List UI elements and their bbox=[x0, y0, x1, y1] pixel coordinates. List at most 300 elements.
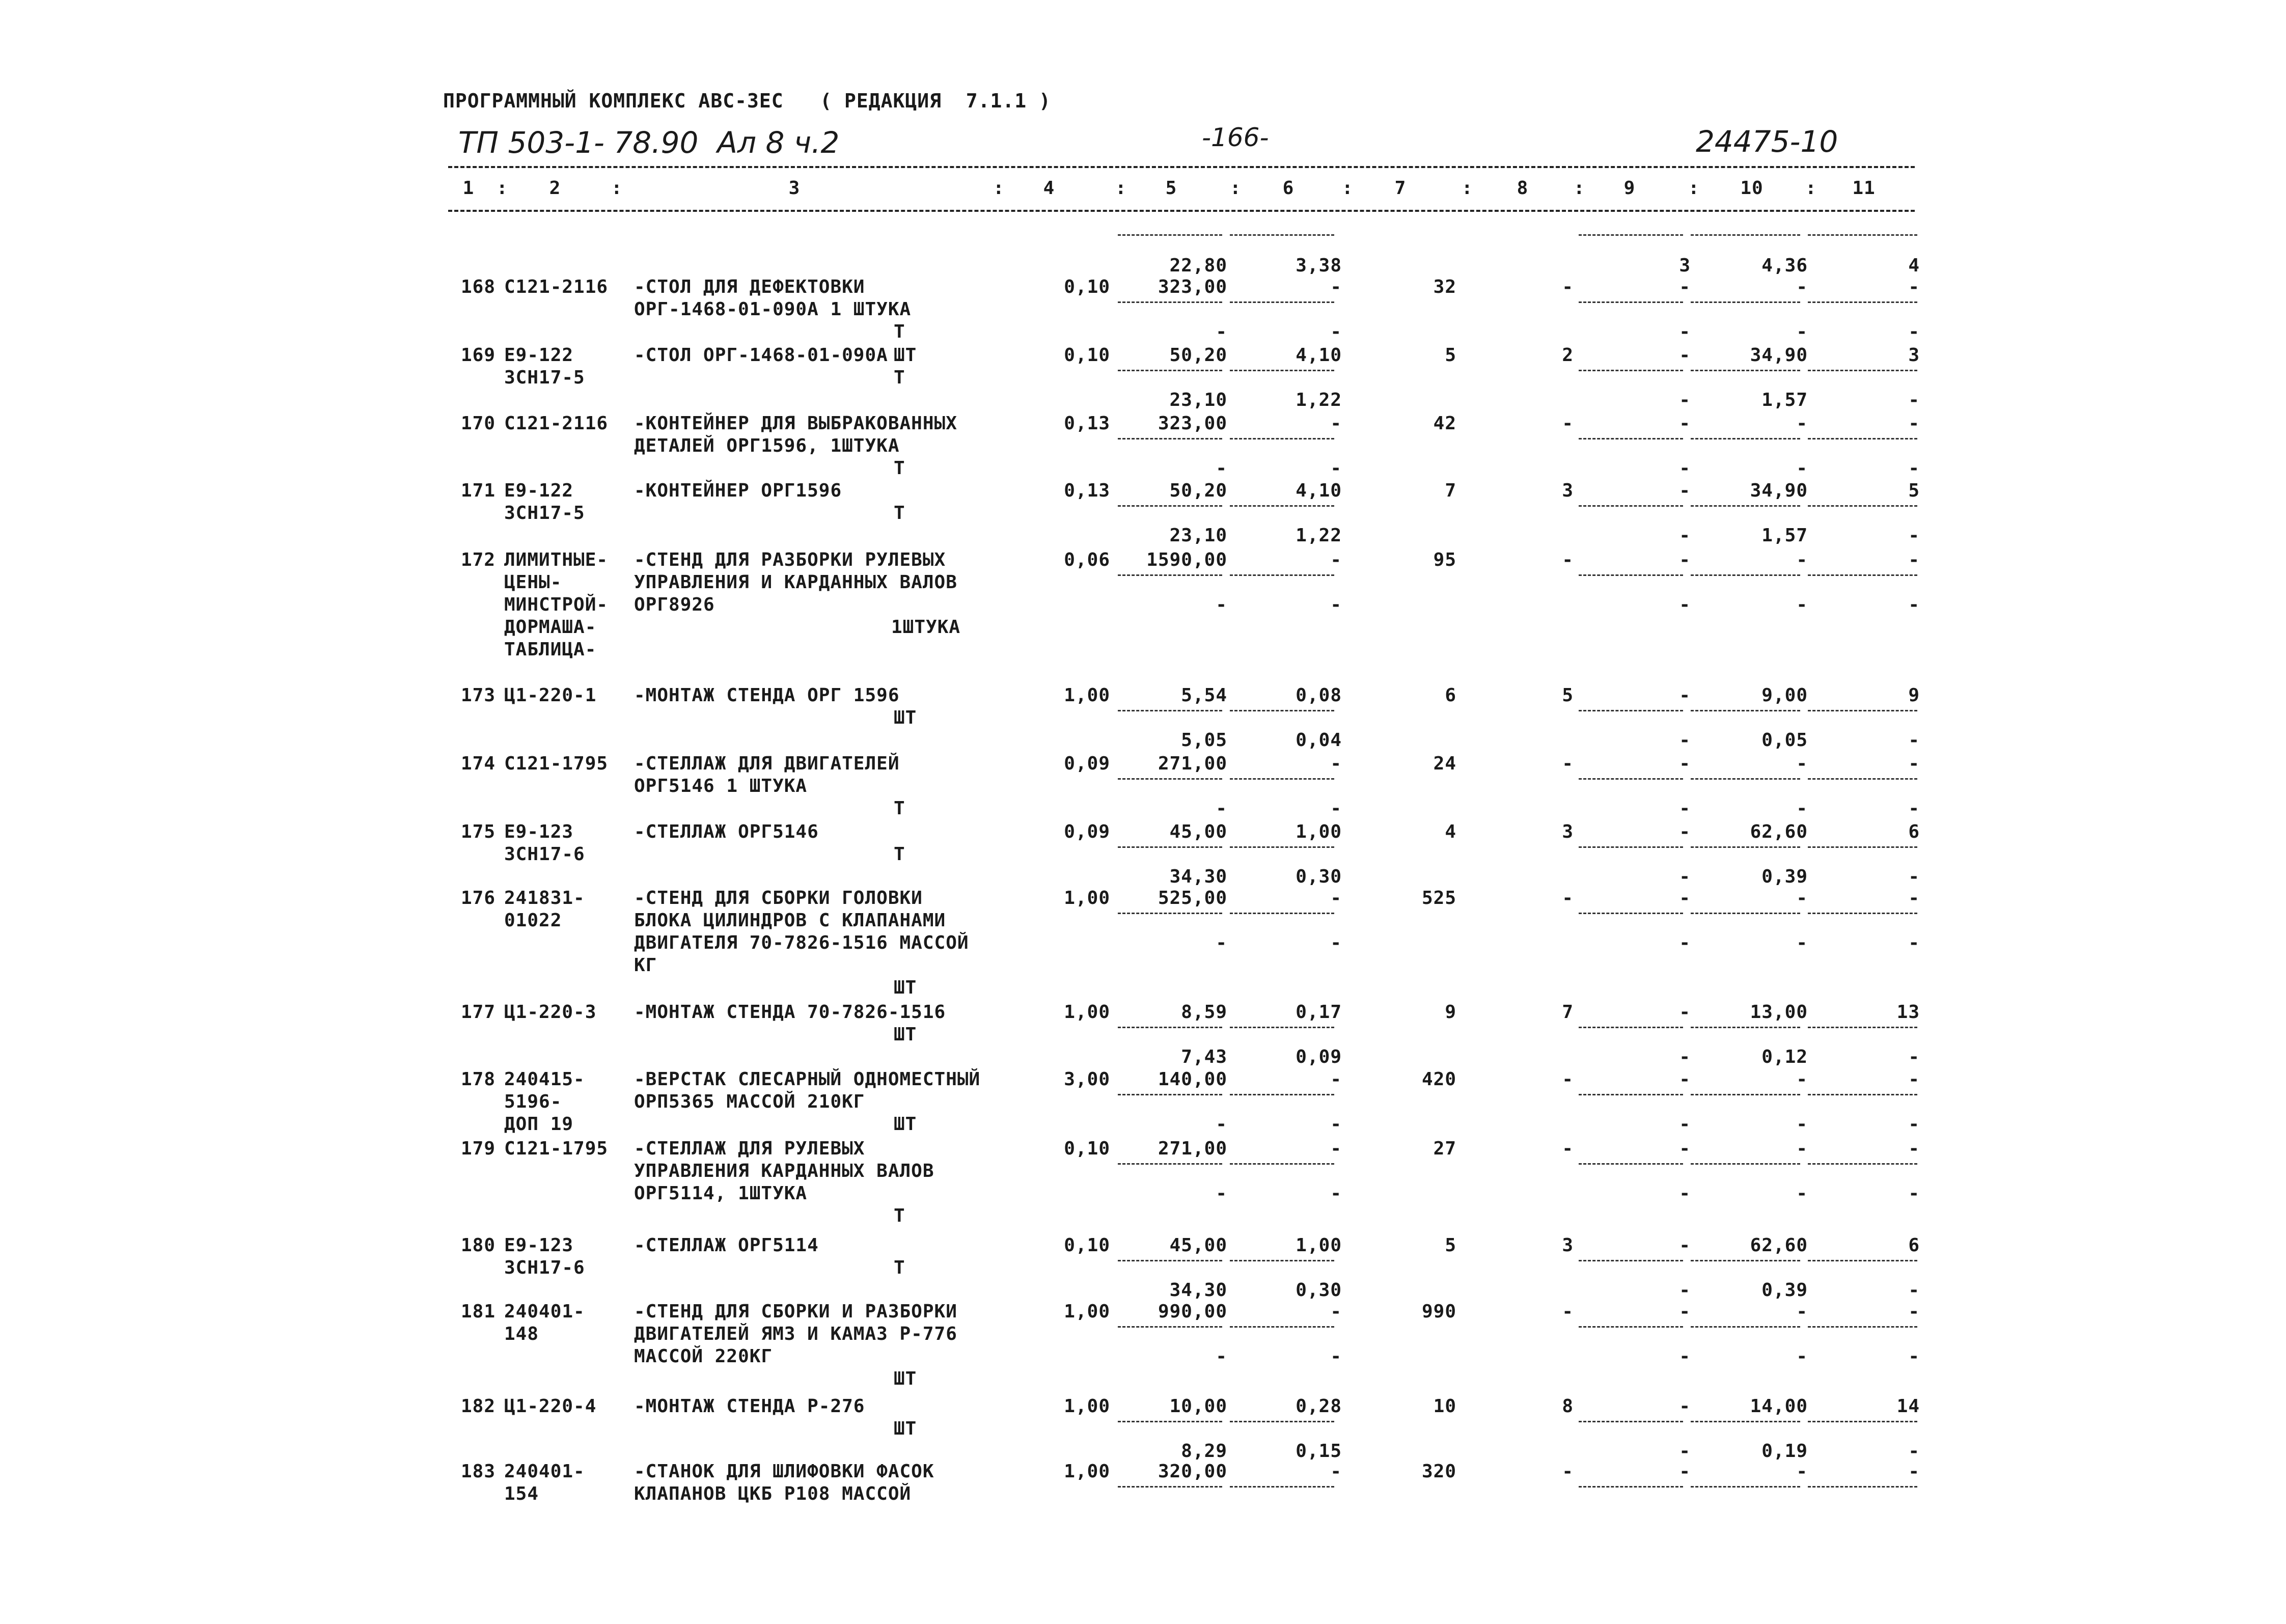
column-header-8: 8 bbox=[1517, 178, 1529, 199]
column-rule bbox=[1118, 301, 1222, 303]
row-c9: - bbox=[1679, 866, 1691, 887]
row-unit: Т bbox=[894, 503, 905, 524]
row-c10: - bbox=[1796, 594, 1808, 615]
row-c10: - bbox=[1796, 549, 1808, 570]
row-quantity: 0,13 bbox=[1064, 480, 1110, 501]
column-rule bbox=[1691, 1486, 1800, 1488]
row-c9: - bbox=[1679, 594, 1691, 615]
column-separator: : bbox=[1462, 178, 1473, 199]
row-c5: 50,20 bbox=[1169, 480, 1227, 501]
row-description: -СТАНОК ДЛЯ ШЛИФОВКИ ФАСОК bbox=[634, 1461, 934, 1482]
column-rule bbox=[1808, 846, 1917, 848]
row-description: -СТЕЛЛАЖ ДЛЯ РУЛЕВЫХ bbox=[634, 1138, 865, 1159]
row-c9: - bbox=[1679, 730, 1691, 751]
row-c5: 23,10 bbox=[1169, 390, 1227, 410]
column-separator: : bbox=[1688, 178, 1700, 199]
row-quantity: 0,10 bbox=[1064, 345, 1110, 366]
row-c10: - bbox=[1796, 321, 1808, 342]
column-header-11: 11 bbox=[1852, 178, 1876, 199]
column-rule bbox=[1808, 234, 1917, 236]
row-code: Е9-122 bbox=[504, 345, 574, 366]
row-c9: - bbox=[1679, 1280, 1691, 1301]
row-col7: 525 bbox=[1421, 888, 1456, 909]
row-c9: - bbox=[1679, 932, 1691, 953]
row-c9: - bbox=[1679, 753, 1691, 774]
row-c10: 4,36 bbox=[1761, 255, 1808, 276]
header-rule-bottom bbox=[448, 210, 1915, 212]
row-c9: - bbox=[1679, 458, 1691, 479]
row-c5: 8,59 bbox=[1181, 1002, 1227, 1023]
column-rule bbox=[1808, 505, 1917, 507]
column-rule bbox=[1118, 370, 1222, 371]
row-col8: - bbox=[1562, 888, 1574, 909]
column-rule bbox=[1118, 1163, 1222, 1165]
row-c6: - bbox=[1330, 413, 1342, 434]
row-c6: - bbox=[1330, 1069, 1342, 1090]
row-c6: 0,09 bbox=[1296, 1047, 1342, 1067]
row-description: -СТЕНД ДЛЯ СБОРКИ ГОЛОВКИ bbox=[634, 888, 923, 909]
column-separator: : bbox=[993, 178, 1005, 199]
row-code: ТАБЛИЦА- bbox=[504, 639, 597, 660]
column-rule bbox=[1230, 846, 1334, 848]
row-c10: - bbox=[1796, 458, 1808, 479]
row-c6: - bbox=[1330, 1346, 1342, 1367]
row-col7: 5 bbox=[1445, 1235, 1456, 1256]
column-rule bbox=[1579, 1486, 1683, 1488]
row-number: 178 bbox=[461, 1069, 496, 1090]
column-rule bbox=[1691, 913, 1800, 914]
row-c5: 323,00 bbox=[1158, 413, 1227, 434]
column-rule bbox=[1579, 913, 1683, 914]
column-rule bbox=[1230, 913, 1334, 914]
column-rule bbox=[1808, 1094, 1917, 1095]
row-c9: - bbox=[1679, 888, 1691, 909]
row-code: С121-2116 bbox=[504, 413, 609, 434]
column-rule bbox=[1808, 301, 1917, 303]
row-col8: 3 bbox=[1562, 480, 1574, 501]
row-description: КГ bbox=[634, 955, 657, 976]
column-rule bbox=[1118, 846, 1222, 848]
row-c9: 3 bbox=[1679, 255, 1691, 276]
row-c10: - bbox=[1796, 1461, 1808, 1482]
row-c11: - bbox=[1908, 1280, 1920, 1301]
row-col8: - bbox=[1562, 549, 1574, 570]
column-rule bbox=[1808, 1326, 1917, 1328]
row-unit: Т bbox=[894, 458, 905, 479]
row-col7: 9 bbox=[1445, 1002, 1456, 1023]
row-number: 176 bbox=[461, 888, 496, 909]
row-col7: 7 bbox=[1445, 480, 1456, 501]
row-code: Ц1-220-1 bbox=[504, 685, 597, 706]
row-unit: ШТ bbox=[894, 1114, 917, 1135]
row-code: ДОРМАША- bbox=[504, 617, 597, 638]
row-col7: 990 bbox=[1421, 1301, 1456, 1322]
row-col8: 5 bbox=[1562, 685, 1574, 706]
row-description: ДЕТАЛЕЙ ОРГ1596, 1ШТУКА bbox=[634, 435, 900, 456]
column-rule bbox=[1579, 710, 1683, 711]
row-c11: - bbox=[1908, 1183, 1920, 1204]
column-rule bbox=[1691, 1260, 1800, 1261]
row-description: -СТЕНД ДЛЯ СБОРКИ И РАЗБОРКИ bbox=[634, 1301, 957, 1322]
row-c6: 0,30 bbox=[1296, 866, 1342, 887]
row-c6: - bbox=[1330, 1114, 1342, 1135]
column-separator: : bbox=[1805, 178, 1817, 199]
row-col7: 27 bbox=[1433, 1138, 1456, 1159]
row-quantity: 1,00 bbox=[1064, 1461, 1110, 1482]
row-c11: - bbox=[1908, 866, 1920, 887]
row-col7: 6 bbox=[1445, 685, 1456, 706]
row-c6: 0,15 bbox=[1296, 1441, 1342, 1462]
row-description: -МОНТАЖ СТЕНДА ОРГ 1596 bbox=[634, 685, 900, 706]
row-code: 3СН17-6 bbox=[504, 844, 585, 865]
row-code: ЛИМИТНЫЕ- bbox=[504, 549, 609, 570]
row-quantity: 0,10 bbox=[1064, 1138, 1110, 1159]
row-description: ОРГ-1468-01-090А 1 ШТУКА bbox=[634, 299, 912, 320]
row-description: -КОНТЕЙНЕР ДЛЯ ВЫБРАКОВАННЫХ bbox=[634, 413, 957, 434]
row-code: 148 bbox=[504, 1324, 539, 1344]
column-rule bbox=[1808, 438, 1917, 439]
column-rule bbox=[1230, 505, 1334, 507]
row-quantity: 0,06 bbox=[1064, 549, 1110, 570]
column-rule bbox=[1579, 1027, 1683, 1028]
row-c11: - bbox=[1908, 525, 1920, 546]
row-description: ОРП5365 МАССОЙ 210КГ bbox=[634, 1091, 865, 1112]
row-c11: 6 bbox=[1908, 821, 1920, 842]
row-c9: - bbox=[1679, 1235, 1691, 1256]
column-rule bbox=[1118, 1027, 1222, 1028]
column-rule bbox=[1691, 1027, 1800, 1028]
row-c11: 9 bbox=[1908, 685, 1920, 706]
row-c10: 1,57 bbox=[1761, 390, 1808, 410]
row-col7: 24 bbox=[1433, 753, 1456, 774]
row-c5: - bbox=[1216, 932, 1227, 953]
row-c6: 3,38 bbox=[1296, 255, 1342, 276]
column-header-2: 2 bbox=[549, 178, 561, 199]
row-code: Ц1-220-4 bbox=[504, 1396, 597, 1417]
row-c5: - bbox=[1216, 594, 1227, 615]
column-rule bbox=[1118, 574, 1222, 576]
row-quantity: 0,09 bbox=[1064, 821, 1110, 842]
row-col7: 32 bbox=[1433, 277, 1456, 297]
row-code: 3СН17-5 bbox=[504, 503, 585, 524]
row-c5: 45,00 bbox=[1169, 1235, 1227, 1256]
column-rule bbox=[1579, 778, 1683, 780]
row-c6: 4,10 bbox=[1296, 480, 1342, 501]
column-rule bbox=[1691, 1421, 1800, 1422]
row-c6: - bbox=[1330, 594, 1342, 615]
row-number: 168 bbox=[461, 277, 496, 297]
column-rule bbox=[1579, 301, 1683, 303]
row-code: 241831- bbox=[504, 888, 585, 909]
row-quantity: 1,00 bbox=[1064, 1002, 1110, 1023]
column-rule bbox=[1691, 438, 1800, 439]
row-c9: - bbox=[1679, 685, 1691, 706]
row-c5: 45,00 bbox=[1169, 821, 1227, 842]
row-c5: 990,00 bbox=[1158, 1301, 1227, 1322]
row-code: ДОП 19 bbox=[504, 1114, 574, 1135]
row-c10: - bbox=[1796, 1069, 1808, 1090]
row-c6: 0,30 bbox=[1296, 1280, 1342, 1301]
row-c11: 3 bbox=[1908, 345, 1920, 366]
row-c5: 323,00 bbox=[1158, 277, 1227, 297]
row-col8: - bbox=[1562, 277, 1574, 297]
row-description: ДВИГАТЕЛЯ 70-7826-1516 МАССОЙ bbox=[634, 932, 969, 953]
column-rule bbox=[1118, 1260, 1222, 1261]
column-separator: : bbox=[611, 178, 623, 199]
row-c6: 1,00 bbox=[1296, 1235, 1342, 1256]
column-header-3: 3 bbox=[788, 178, 801, 199]
row-code: Е9-123 bbox=[504, 821, 574, 842]
row-c5: - bbox=[1216, 1346, 1227, 1367]
row-code: 154 bbox=[504, 1483, 539, 1504]
row-c10: 0,19 bbox=[1761, 1441, 1808, 1462]
column-rule bbox=[1808, 778, 1917, 780]
row-c10: 34,90 bbox=[1750, 480, 1808, 501]
row-number: 173 bbox=[461, 685, 496, 706]
row-col8: 2 bbox=[1562, 345, 1574, 366]
row-col8: 7 bbox=[1562, 1002, 1574, 1023]
row-c11: - bbox=[1908, 730, 1920, 751]
row-c10: 0,39 bbox=[1761, 866, 1808, 887]
document-number: 24475-10 bbox=[1696, 124, 1838, 159]
column-header-4: 4 bbox=[1043, 178, 1055, 199]
row-c9: - bbox=[1679, 1461, 1691, 1482]
row-c9: - bbox=[1679, 390, 1691, 410]
row-c11: 6 bbox=[1908, 1235, 1920, 1256]
row-c11: - bbox=[1908, 1346, 1920, 1367]
row-code: 01022 bbox=[504, 910, 562, 931]
row-c11: - bbox=[1908, 888, 1920, 909]
row-c11: 13 bbox=[1896, 1002, 1920, 1023]
row-code: С121-2116 bbox=[504, 277, 609, 297]
row-c6: 0,17 bbox=[1296, 1002, 1342, 1023]
row-c11: 5 bbox=[1908, 480, 1920, 501]
column-separator: : bbox=[1115, 178, 1127, 199]
row-c5: 271,00 bbox=[1158, 753, 1227, 774]
row-c9: - bbox=[1679, 480, 1691, 501]
column-rule bbox=[1118, 1486, 1222, 1488]
row-c5: 5,54 bbox=[1181, 685, 1227, 706]
row-c11: 14 bbox=[1896, 1396, 1920, 1417]
column-rule bbox=[1230, 1027, 1334, 1028]
row-col8: 3 bbox=[1562, 821, 1574, 842]
row-c10: - bbox=[1796, 932, 1808, 953]
row-c5: 22,80 bbox=[1169, 255, 1227, 276]
row-quantity: 1,00 bbox=[1064, 1396, 1110, 1417]
row-c6: - bbox=[1330, 1138, 1342, 1159]
column-rule bbox=[1808, 1486, 1917, 1488]
row-unit: ШТ bbox=[894, 1418, 917, 1439]
row-c10: - bbox=[1796, 1301, 1808, 1322]
row-c5: 34,30 bbox=[1169, 866, 1227, 887]
column-rule bbox=[1691, 574, 1800, 576]
row-c6: 0,04 bbox=[1296, 730, 1342, 751]
row-col7: 42 bbox=[1433, 413, 1456, 434]
row-number: 172 bbox=[461, 549, 496, 570]
row-code: Е9-123 bbox=[504, 1235, 574, 1256]
row-c11: - bbox=[1908, 1461, 1920, 1482]
row-description: ДВИГАТЕЛЕЙ ЯМЗ И КАМАЗ Р-776 bbox=[634, 1324, 957, 1344]
row-c11: - bbox=[1908, 932, 1920, 953]
row-col7: 95 bbox=[1433, 549, 1456, 570]
row-c10: - bbox=[1796, 1114, 1808, 1135]
row-unit: ШТ bbox=[894, 1024, 917, 1045]
row-c9: - bbox=[1679, 413, 1691, 434]
row-c10: 13,00 bbox=[1750, 1002, 1808, 1023]
row-c11: - bbox=[1908, 1047, 1920, 1067]
row-c10: 14,00 bbox=[1750, 1396, 1808, 1417]
row-quantity: 1,00 bbox=[1064, 1301, 1110, 1322]
row-c9: - bbox=[1679, 1183, 1691, 1204]
row-c9: - bbox=[1679, 1301, 1691, 1322]
row-unit: Т bbox=[894, 844, 905, 865]
column-rule bbox=[1230, 778, 1334, 780]
row-c5: 7,43 bbox=[1181, 1047, 1227, 1067]
row-col8: - bbox=[1562, 413, 1574, 434]
column-rule bbox=[1579, 438, 1683, 439]
row-code: Е9-122 bbox=[504, 480, 574, 501]
row-c11: - bbox=[1908, 1301, 1920, 1322]
row-quantity: 0,10 bbox=[1064, 277, 1110, 297]
row-c6: - bbox=[1330, 888, 1342, 909]
column-rule bbox=[1691, 301, 1800, 303]
column-rule bbox=[1230, 1260, 1334, 1261]
row-c10: - bbox=[1796, 798, 1808, 819]
row-number: 174 bbox=[461, 753, 496, 774]
row-description: ОРГ8926 bbox=[634, 594, 715, 615]
row-description: ОРГ5146 1 ШТУКА bbox=[634, 776, 808, 796]
column-rule bbox=[1579, 1326, 1683, 1328]
header-rule-top bbox=[448, 166, 1915, 168]
column-rule bbox=[1579, 505, 1683, 507]
row-number: 177 bbox=[461, 1002, 496, 1023]
row-description: -КОНТЕЙНЕР ОРГ1596 bbox=[634, 480, 842, 501]
column-rule bbox=[1691, 1094, 1800, 1095]
column-rule bbox=[1808, 913, 1917, 914]
row-code: 3СН17-6 bbox=[504, 1257, 585, 1278]
row-quantity: 0,10 bbox=[1064, 1235, 1110, 1256]
column-rule bbox=[1118, 1094, 1222, 1095]
row-unit: 1ШТУКА bbox=[891, 617, 961, 638]
row-c11: - bbox=[1908, 413, 1920, 434]
column-rule bbox=[1691, 1326, 1800, 1328]
row-c11: - bbox=[1908, 1138, 1920, 1159]
row-c11: - bbox=[1908, 1069, 1920, 1090]
page-number: -166- bbox=[1202, 123, 1269, 152]
column-rule bbox=[1579, 1163, 1683, 1165]
row-c9: - bbox=[1679, 525, 1691, 546]
column-separator: : bbox=[1230, 178, 1242, 199]
row-description: -СТЕНД ДЛЯ РАЗБОРКИ РУЛЕВЫХ bbox=[634, 549, 946, 570]
program-header: ПРОГРАММНЫЙ КОМПЛЕКС АВС-3ЕС ( РЕДАКЦИЯ 7.1.1 ) bbox=[443, 90, 1051, 112]
row-c10: 0,12 bbox=[1761, 1047, 1808, 1067]
row-number: 170 bbox=[461, 413, 496, 434]
column-rule bbox=[1230, 710, 1334, 711]
row-code: 240415- bbox=[504, 1069, 585, 1090]
row-unit: Т bbox=[894, 367, 905, 388]
column-rule bbox=[1808, 1260, 1917, 1261]
row-c5: - bbox=[1216, 458, 1227, 479]
column-rule bbox=[1118, 1326, 1222, 1328]
row-c6: 4,10 bbox=[1296, 345, 1342, 366]
column-header-7: 7 bbox=[1394, 178, 1407, 199]
row-c9: - bbox=[1679, 345, 1691, 366]
row-c10: 0,39 bbox=[1761, 1280, 1808, 1301]
row-c5: - bbox=[1216, 321, 1227, 342]
row-c11: 4 bbox=[1908, 255, 1920, 276]
row-description: -СТОЛ ОРГ-1468-01-090А bbox=[634, 345, 888, 366]
row-c11: - bbox=[1908, 321, 1920, 342]
row-c5: - bbox=[1216, 1114, 1227, 1135]
column-rule bbox=[1579, 234, 1683, 236]
row-col7: 5 bbox=[1445, 345, 1456, 366]
column-rule bbox=[1691, 710, 1800, 711]
row-col7: 420 bbox=[1421, 1069, 1456, 1090]
row-col8: 3 bbox=[1562, 1235, 1574, 1256]
row-c9: - bbox=[1679, 1441, 1691, 1462]
row-c9: - bbox=[1679, 798, 1691, 819]
row-c6: - bbox=[1330, 798, 1342, 819]
row-c11: - bbox=[1908, 753, 1920, 774]
column-rule bbox=[1691, 1163, 1800, 1165]
column-rule bbox=[1808, 710, 1917, 711]
row-code: 240401- bbox=[504, 1461, 585, 1482]
row-description: -МОНТАЖ СТЕНДА Р-276 bbox=[634, 1396, 865, 1417]
row-unit: Т bbox=[894, 1257, 905, 1278]
row-c9: - bbox=[1679, 277, 1691, 297]
row-unit: Т bbox=[894, 1205, 905, 1226]
column-header-5: 5 bbox=[1165, 178, 1177, 199]
row-number: 175 bbox=[461, 821, 496, 842]
row-code: Ц1-220-3 bbox=[504, 1002, 597, 1023]
row-c6: - bbox=[1330, 1461, 1342, 1482]
row-c5: 8,29 bbox=[1181, 1441, 1227, 1462]
row-description: БЛОКА ЦИЛИНДРОВ С КЛАПАНАМИ bbox=[634, 910, 946, 931]
row-c9: - bbox=[1679, 1114, 1691, 1135]
row-c10: - bbox=[1796, 888, 1808, 909]
row-c5: 10,00 bbox=[1169, 1396, 1227, 1417]
row-description: ОРГ5114, 1ШТУКА bbox=[634, 1183, 808, 1204]
row-c10: 9,00 bbox=[1761, 685, 1808, 706]
row-c9: - bbox=[1679, 1047, 1691, 1067]
row-number: 180 bbox=[461, 1235, 496, 1256]
row-c10: 34,90 bbox=[1750, 345, 1808, 366]
row-c6: - bbox=[1330, 458, 1342, 479]
column-rule bbox=[1579, 1094, 1683, 1095]
row-c9: - bbox=[1679, 321, 1691, 342]
row-c6: 1,22 bbox=[1296, 390, 1342, 410]
row-quantity: 0,09 bbox=[1064, 753, 1110, 774]
column-rule bbox=[1579, 1260, 1683, 1261]
row-c10: 62,60 bbox=[1750, 821, 1808, 842]
row-c11: - bbox=[1908, 1441, 1920, 1462]
column-rule bbox=[1118, 438, 1222, 439]
row-c10: 62,60 bbox=[1750, 1235, 1808, 1256]
row-c6: - bbox=[1330, 549, 1342, 570]
row-c11: - bbox=[1908, 277, 1920, 297]
row-code: С121-1795 bbox=[504, 753, 609, 774]
row-c11: - bbox=[1908, 390, 1920, 410]
column-rule bbox=[1230, 1486, 1334, 1488]
row-number: 182 bbox=[461, 1396, 496, 1417]
column-header-1: 1 bbox=[462, 178, 475, 199]
row-description: МАССОЙ 220КГ bbox=[634, 1346, 773, 1367]
column-rule bbox=[1691, 505, 1800, 507]
row-c5: 34,30 bbox=[1169, 1280, 1227, 1301]
row-code: ЦЕНЫ- bbox=[504, 572, 562, 593]
row-quantity: 1,00 bbox=[1064, 888, 1110, 909]
row-unit: ШТ bbox=[894, 707, 917, 728]
